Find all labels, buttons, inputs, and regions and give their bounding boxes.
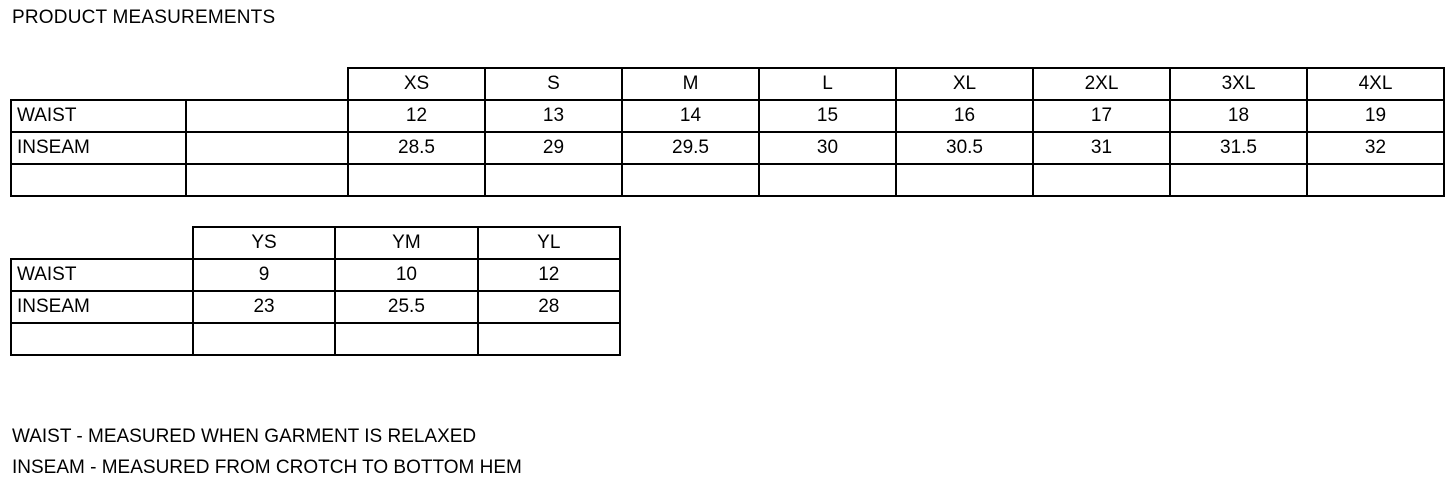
row-label-empty: [11, 164, 186, 196]
cell-empty-xs: [348, 164, 485, 196]
row-label-empty: [11, 323, 193, 355]
cell-inseam-ys: 23: [193, 291, 335, 323]
cell-waist-s: 13: [485, 100, 622, 132]
cell-inseam-4xl: 32: [1307, 132, 1444, 164]
header-size-s: S: [485, 68, 622, 100]
header-corner-blank: [11, 227, 193, 259]
header-size-ym: YM: [335, 227, 477, 259]
header-size-ys: YS: [193, 227, 335, 259]
header-size-yl: YL: [478, 227, 620, 259]
header-size-4xl: 4XL: [1307, 68, 1444, 100]
cell-inseam-3xl: 31.5: [1170, 132, 1307, 164]
cell-empty-l: [759, 164, 896, 196]
cell-empty-yl: [478, 323, 620, 355]
note-waist: WAIST - MEASURED WHEN GARMENT IS RELAXED: [12, 426, 477, 447]
table-row: [11, 291, 620, 323]
header-spacer-blank: [186, 68, 348, 100]
header-size-xl: XL: [896, 68, 1033, 100]
cell-inseam-xl: 30.5: [896, 132, 1033, 164]
youth-size-table: [10, 226, 621, 356]
cell-inseam-l: 30: [759, 132, 896, 164]
cell-empty-ym: [335, 323, 477, 355]
cell-waist-2xl: 17: [1033, 100, 1170, 132]
cell-waist-ys: 9: [193, 259, 335, 291]
cell-waist-4xl: 19: [1307, 100, 1444, 132]
cell-waist-xs: 12: [348, 100, 485, 132]
table-row: [11, 323, 620, 355]
header-size-l: L: [759, 68, 896, 100]
cell-empty-3xl: [1170, 164, 1307, 196]
cell-waist-ym: 10: [335, 259, 477, 291]
cell-waist-yl: 12: [478, 259, 620, 291]
cell-inseam-yl: 28: [478, 291, 620, 323]
page-title: PRODUCT MEASUREMENTS: [12, 7, 276, 28]
cell-inseam-2xl: 31: [1033, 132, 1170, 164]
note-inseam: INSEAM - MEASURED FROM CROTCH TO BOTTOM HEM: [12, 457, 522, 478]
header-size-2xl: 2XL: [1033, 68, 1170, 100]
table-row: [11, 259, 620, 291]
cell-inseam-ym: 25.5: [335, 291, 477, 323]
cell-empty-s: [485, 164, 622, 196]
cell-inseam-m: 29.5: [622, 132, 759, 164]
header-corner-blank: [11, 68, 186, 100]
cell-empty-m: [622, 164, 759, 196]
row-label-waist: WAIST: [11, 100, 186, 132]
header-size-m: M: [622, 68, 759, 100]
cell-waist-m: 14: [622, 100, 759, 132]
header-size-3xl: 3XL: [1170, 68, 1307, 100]
table-header-row: [11, 227, 620, 259]
cell-waist-l: 15: [759, 100, 896, 132]
cell-inseam-s: 29: [485, 132, 622, 164]
cell-inseam-xs: 28.5: [348, 132, 485, 164]
measurement-notes: [12, 421, 522, 483]
row-label-inseam: INSEAM: [11, 291, 193, 323]
table-row: [11, 100, 1444, 132]
table-header-row: [11, 68, 1444, 100]
cell-empty-ys: [193, 323, 335, 355]
header-size-xs: XS: [348, 68, 485, 100]
row-label-inseam: INSEAM: [11, 132, 186, 164]
table-row: [11, 164, 1444, 196]
row-spacer-cell: [186, 100, 348, 132]
row-spacer-cell: [186, 164, 348, 196]
cell-empty-4xl: [1307, 164, 1444, 196]
cell-waist-xl: 16: [896, 100, 1033, 132]
cell-empty-2xl: [1033, 164, 1170, 196]
cell-empty-xl: [896, 164, 1033, 196]
row-label-waist: WAIST: [11, 259, 193, 291]
adult-size-table: [10, 67, 1445, 197]
table-row: [11, 132, 1444, 164]
row-spacer-cell: [186, 132, 348, 164]
cell-waist-3xl: 18: [1170, 100, 1307, 132]
